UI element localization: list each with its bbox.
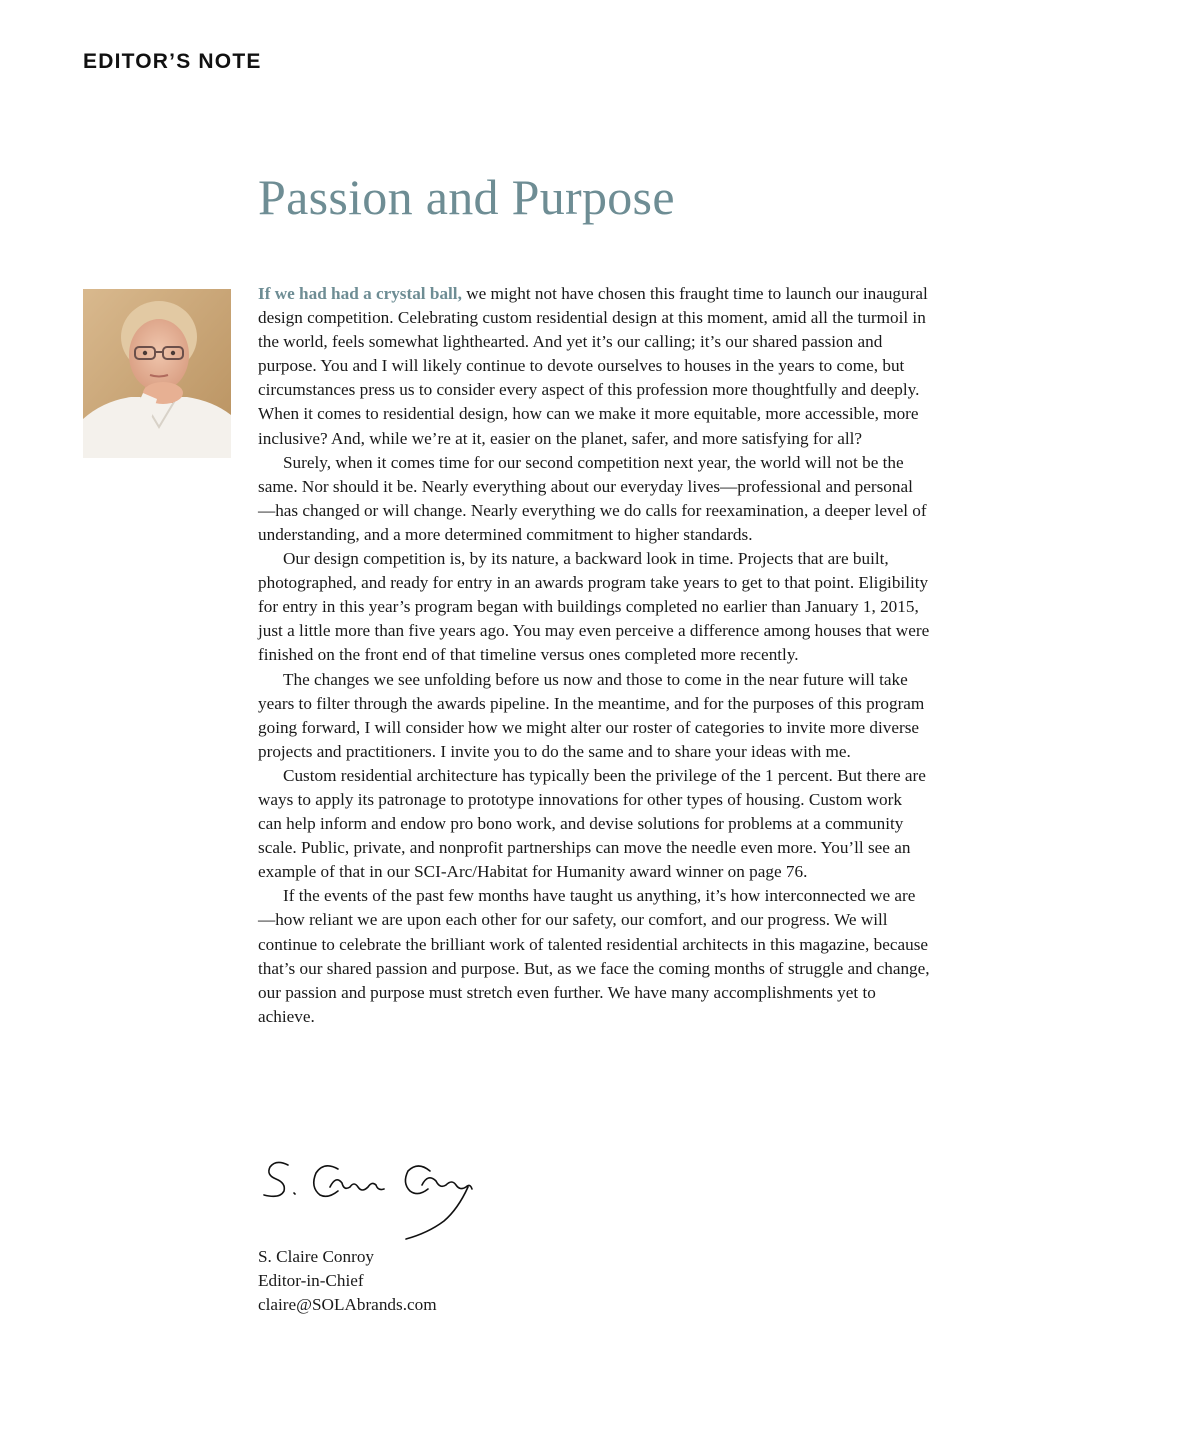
paragraph-1 — [258, 282, 930, 451]
editor-name: S. Claire Conroy — [258, 1247, 375, 1266]
editor-role: Editor-in-Chief — [258, 1271, 364, 1290]
lead-in: If we had had a crystal ball, — [258, 284, 462, 303]
article-title: Passion and Purpose — [258, 169, 675, 225]
paragraph-3: Our design competition is, by its nature, a backward look in time. Projects that are built, photographed, and ready for entry in an awards program take years to get to that point. Eligibility for entry in this year’s program began with buildings completed no earlier than January 1, 2015, just a little more than five years ago. You may even perceive a difference among houses that were finished on the front end of that timeline versus ones completed more recently. — [258, 549, 930, 665]
paragraph-1-text: we might not have chosen this fraught time to launch our inaugural design competition. Celebrating custom residential design at this moment, amid all the turmoil in the world, feels somewhat lighthearted. And yet it’s our calling; it’s our shared passion and purpose. You and I will likely continue to devote ourselves to houses in the years to come, but circumstances press us to consider every aspect of this profession more thoughtfully and deeply. When it comes to residential design, how can we make it more equitable, more accessible, more inclusive? And, while we’re at it, easier on the planet, safer, and more satisfying for all? — [258, 284, 928, 448]
paragraph-2: Surely, when it comes time for our second competition next year, the world will not be the same. Nor should it be. Nearly everything about our everyday lives—professional and personal—has changed or will change. Nearly everything we do calls for reexamination, a deeper level of understanding, and a more determined commitment to higher standards. — [258, 452, 927, 544]
section-label: EDITOR’S NOTE — [83, 50, 262, 73]
editor-portrait — [83, 289, 231, 458]
handwritten-signature — [258, 1155, 483, 1245]
paragraph-5: Custom residential architecture has typically been the privilege of the 1 percent. But there are ways to apply its patronage to prototype innovations for other types of housing. Custom work can help inform and endow pro bono work, and devise solutions for problems at a community scale. Public, private, and nonprofit partnerships can move the needle even more. You’ll see an example of that in our SCI-Arc/Habitat for Humanity award winner on page 76. — [258, 765, 926, 882]
paragraph-6: If the events of the past few months have taught us anything, it’s how interconnected we are—how reliant we are upon each other for our safety, our comfort, and our progress. We will continue to celebrate the brilliant work of talented residential architects in this magazine, because that’s our shared passion and purpose. But, as we face the coming months of struggle and change, our passion and purpose must stretch even further. We have many accomplishments yet to achieve. — [258, 886, 930, 1026]
editor-email[interactable]: claire@SOLAbrands.com — [258, 1295, 437, 1314]
article-body — [258, 282, 930, 1029]
signoff-block — [258, 1245, 437, 1317]
paragraph-4: The changes we see unfolding before us now and those to come in the near future will take years to filter through the awards pipeline. In the meantime, and for the purposes of this program going forward, I will consider how we might alter our roster of categories to invite more diverse projects and practitioners. I invite you to do the same and to share your ideas with me. — [258, 669, 925, 761]
